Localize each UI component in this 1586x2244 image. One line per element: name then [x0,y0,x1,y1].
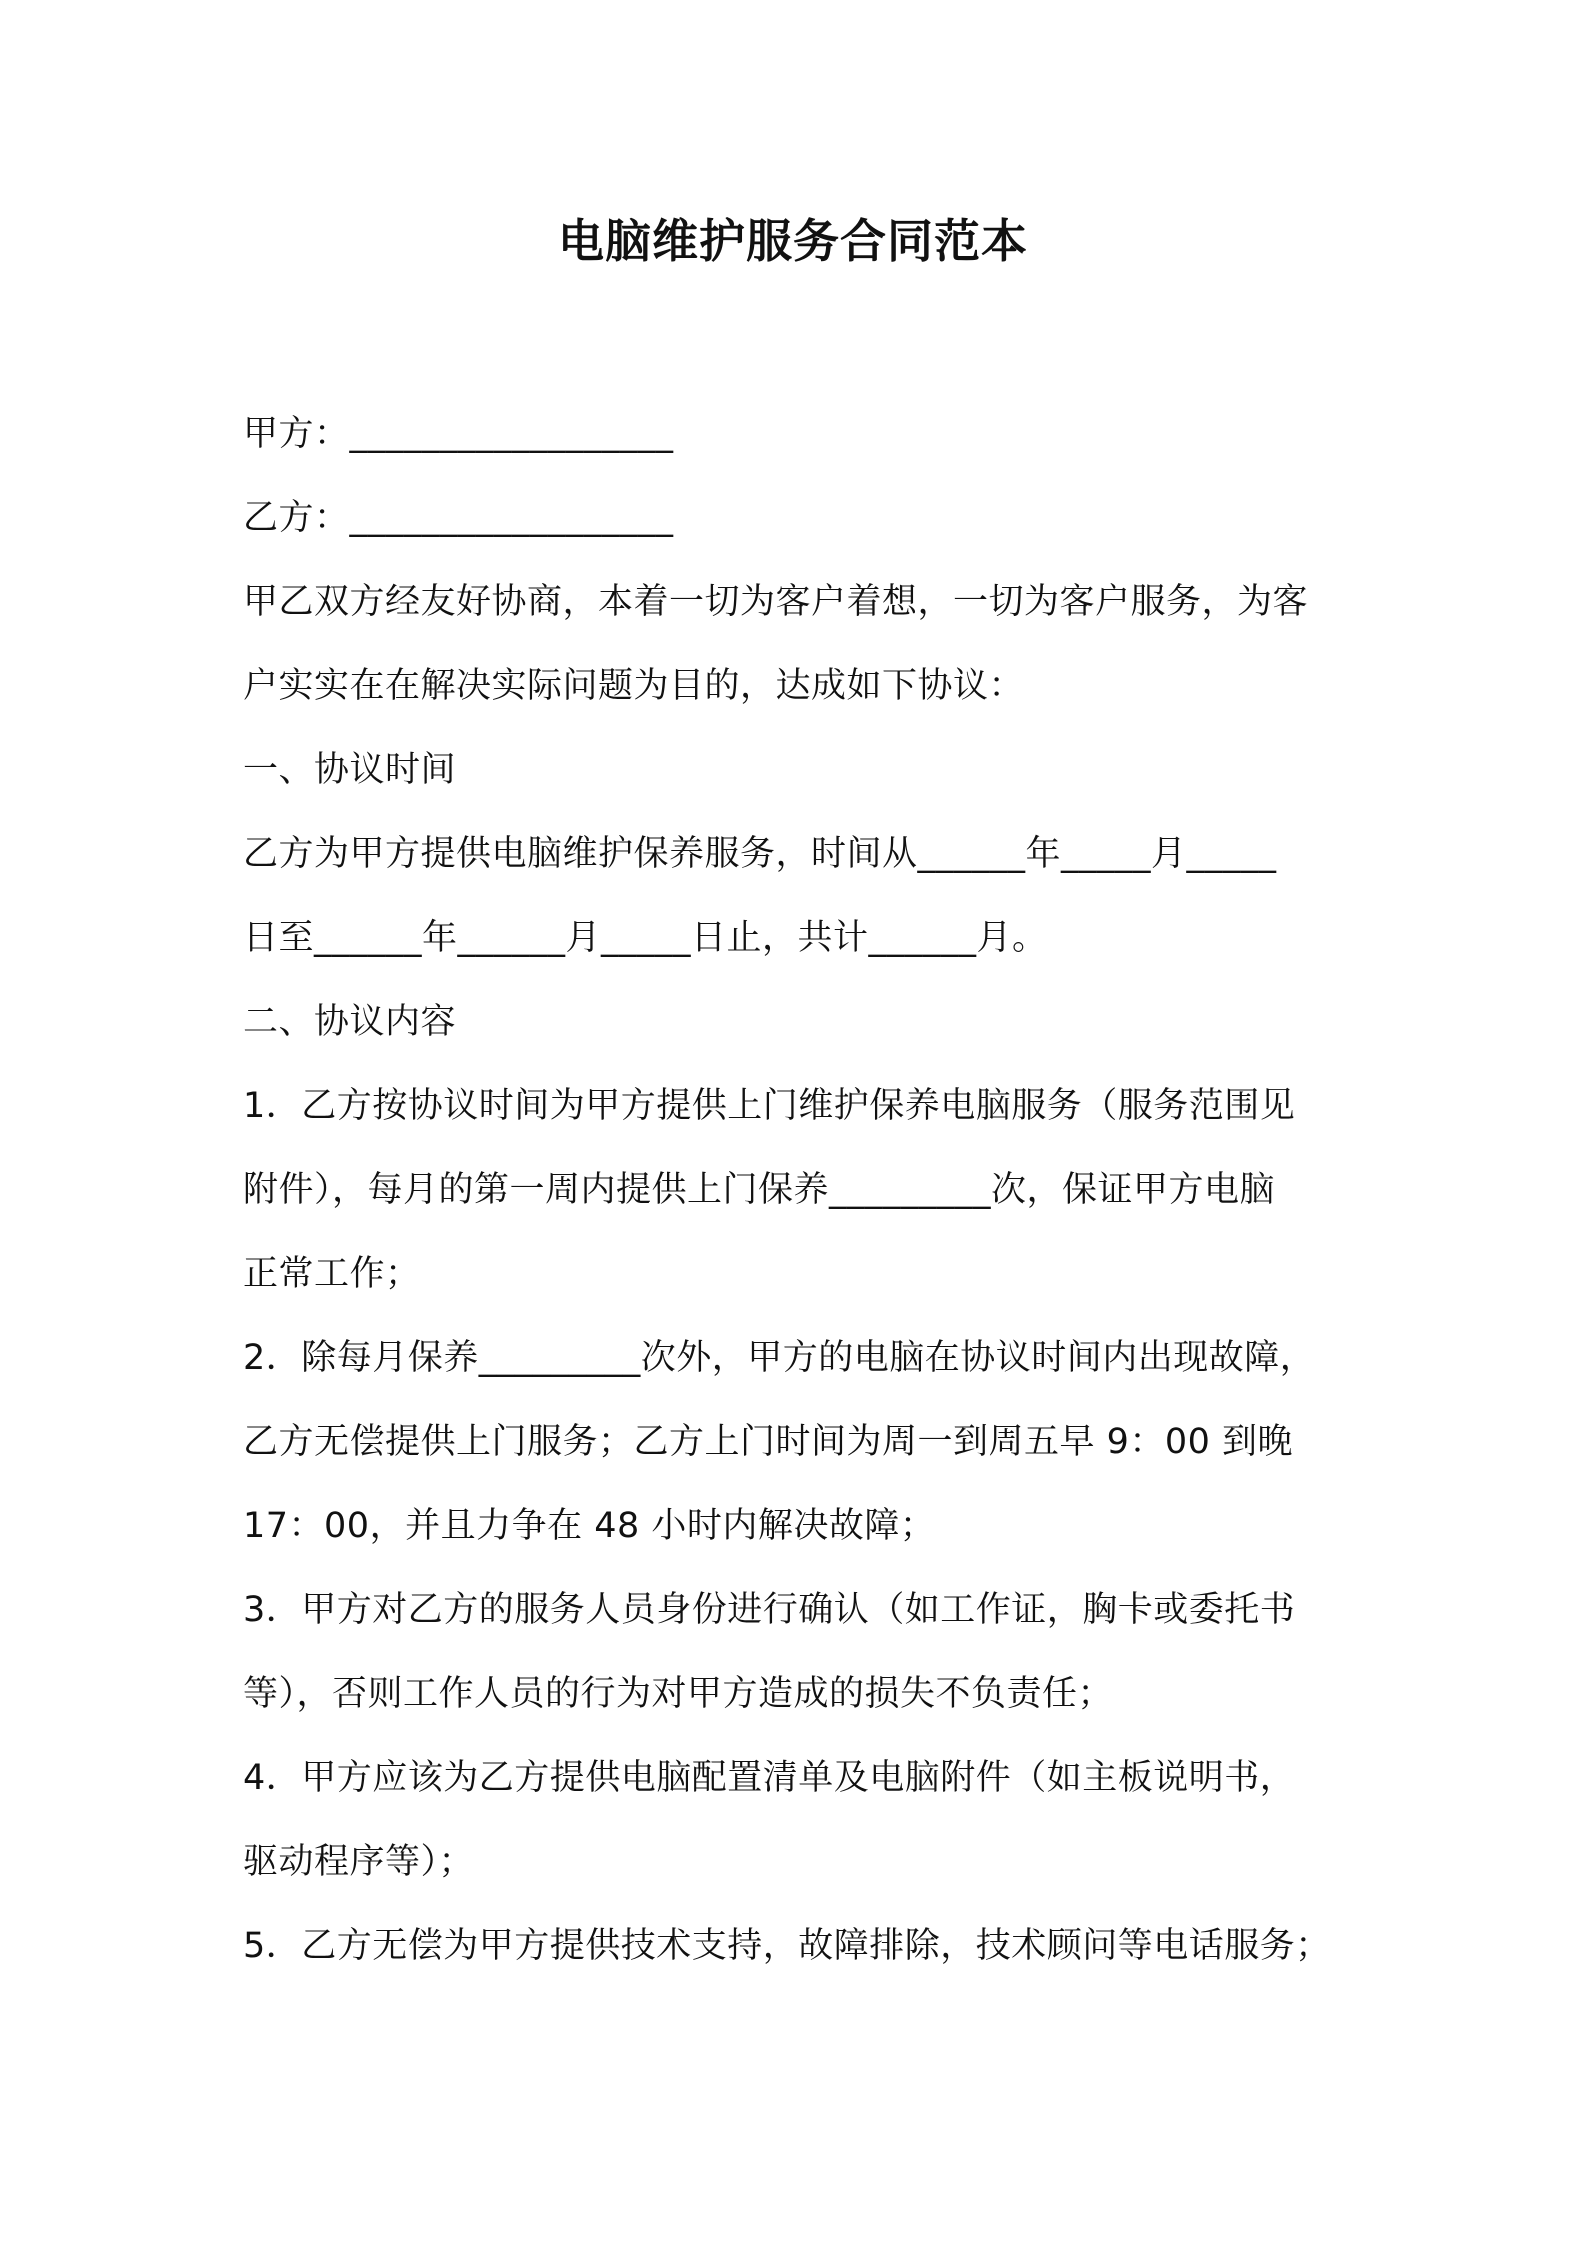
term-line-1: 乙方为甲方提供电脑维护保养服务，时间从______年_____月_____ [243,834,1277,874]
party-a-line: 甲方：__________________ [243,414,674,454]
clause-1-line-1: 1．乙方按协议时间为甲方提供上门维护保养电脑服务（服务范围见 [243,1086,1296,1126]
clause-3-line-1: 3．甲方对乙方的服务人员身份进行确认（如工作证，胸卡或委托书 [243,1590,1296,1630]
clause-4-line-2: 驱动程序等）； [243,1842,475,1882]
clause-1-line-2: 附件），每月的第一周内提供上门保养_________次，保证甲方电脑 [243,1170,1276,1210]
clause-5-line-1: 5．乙方无偿为甲方提供技术支持，故障排除，技术顾问等电话服务； [243,1926,1331,1966]
section-heading-1: 一、协议时间 [243,750,457,790]
preamble-line-2: 户实实在在解决实际问题为目的，达成如下协议： [243,666,1025,706]
clause-2-line-3: 17：00，并且力争在 48 小时内解决故障； [243,1506,936,1546]
clause-1-line-3: 正常工作； [243,1254,421,1294]
party-b-line: 乙方：__________________ [243,498,674,538]
clause-3-line-2: 等），否则工作人员的行为对甲方造成的损失不负责任； [243,1674,1114,1714]
clause-2-line-1: 2．除每月保养_________次外，甲方的电脑在协议时间内出现故障， [243,1338,1316,1378]
clause-2-line-2: 乙方无偿提供上门服务；乙方上门时间为周一到周五早 9：00 到晚 [243,1422,1294,1462]
preamble-line-1: 甲乙双方经友好协商，本着一切为客户着想，一切为客户服务，为客 [243,582,1309,622]
term-line-2: 日至______年______月_____日止，共计______月。 [243,918,1048,958]
section-heading-2: 二、协议内容 [243,1002,457,1042]
clause-4-line-1: 4．甲方应该为乙方提供电脑配置清单及电脑附件（如主板说明书， [243,1758,1296,1798]
document-title: 电脑维护服务合同范本 [558,214,1028,268]
